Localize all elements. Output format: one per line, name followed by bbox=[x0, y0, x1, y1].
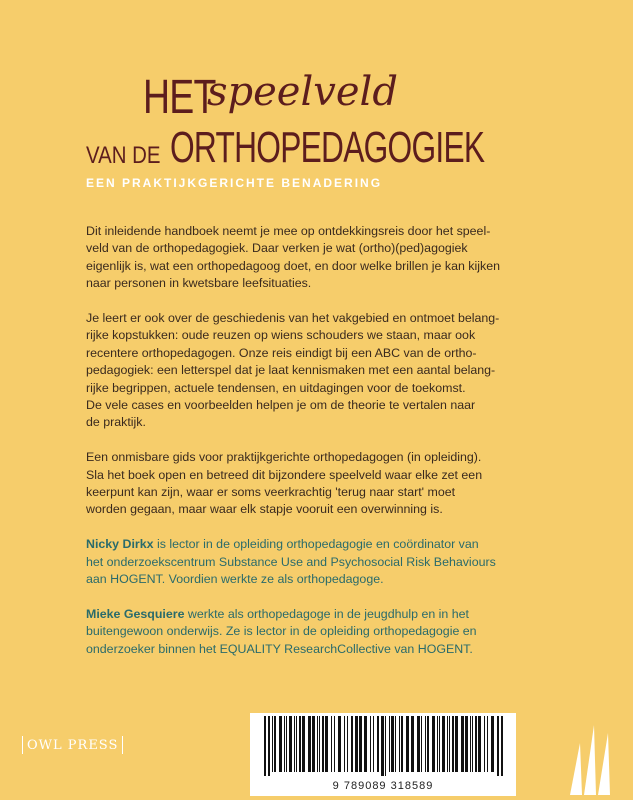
barcode-bar bbox=[417, 716, 420, 772]
barcode-bar bbox=[411, 716, 414, 772]
barcode-bar bbox=[381, 716, 384, 776]
title-het: HET bbox=[143, 71, 216, 124]
barcode-bar bbox=[432, 716, 435, 772]
author-name-2: Mieke Gesquiere bbox=[86, 606, 185, 621]
barcode-bar bbox=[465, 716, 468, 772]
barcode bbox=[250, 713, 516, 796]
publisher-bar-right bbox=[122, 736, 123, 754]
barcode-bar bbox=[312, 716, 315, 772]
barcode-bar bbox=[334, 716, 335, 772]
barcode-bar bbox=[484, 716, 485, 772]
barcode-bar bbox=[478, 716, 481, 772]
barcode-bar bbox=[308, 716, 311, 772]
blurb-paragraph-2: Je leert er ook over de geschiedenis van het vakgebied en ontmoet belang- rijke kopstukken: oude reuzen op wiens schouders we staan, maar ook recentere orthopedagogen. Onze reis eindigt bij een ABC van de ortho- pedagogiek: een letterspel dat je laat kennismaken met een aantal belang- rijke begrippen, actuele tendensen, en uitdagingen voor de toekomst. De vele cases en voorbeelden helpen je om de theorie te vertalen naar de praktijk. bbox=[86, 311, 500, 430]
barcode-bar bbox=[455, 716, 458, 772]
barcode-bar bbox=[284, 716, 285, 772]
barcode-bar bbox=[296, 716, 297, 772]
barcode-bar bbox=[268, 716, 270, 776]
barcode-bar bbox=[406, 716, 409, 772]
author-bio-text-2: werkte als orthopedagoge in de jeugdhulp en in het buitengewoon onderwijs. Ze is lector in de opleiding orthopedagogie en onderzoeker binnen het EQUALITY ResearchCollective van HOGENT. bbox=[86, 606, 477, 656]
barcode-bar bbox=[442, 716, 445, 772]
barcode-bar bbox=[391, 716, 394, 772]
barcode-bar bbox=[344, 716, 345, 772]
barcode-bar bbox=[399, 716, 400, 772]
publisher-name: OWL PRESS bbox=[27, 737, 119, 753]
barcode-bar bbox=[274, 716, 276, 772]
barcode-bar bbox=[351, 716, 353, 772]
barcode-bar bbox=[294, 716, 295, 772]
barcode-bar bbox=[347, 716, 348, 772]
barcode-bar bbox=[299, 716, 301, 772]
title-orthopedagogiek: ORTHOPEDAGOGIEK bbox=[170, 123, 485, 172]
barcode-bar bbox=[302, 716, 305, 772]
barcode-bar bbox=[364, 716, 367, 772]
barcode-bar bbox=[425, 716, 426, 772]
barcode-bar bbox=[377, 716, 379, 772]
barcode-bar bbox=[449, 716, 450, 772]
author-bio-text-1: is lector in de opleiding orthopedagogie en coördinator van het onderzoekscentrum Substance Use and Psychosocial Risk Behaviours aan HOGENT. Voordien werkte ze als orthopedagoge. bbox=[86, 537, 496, 587]
barcode-bar bbox=[452, 716, 454, 772]
barcode-bar bbox=[272, 716, 273, 772]
barcode-bar bbox=[359, 716, 362, 772]
barcode-bar bbox=[322, 716, 324, 772]
barcode-bar bbox=[317, 716, 318, 772]
author-bio-1 bbox=[86, 536, 556, 588]
author-name-1: Nicky Dirkx bbox=[86, 537, 154, 552]
barcode-bar bbox=[470, 716, 471, 772]
barcode-bar bbox=[475, 716, 477, 772]
barcode-bar bbox=[355, 716, 358, 772]
barcode-bar bbox=[497, 716, 499, 776]
barcode-bar bbox=[373, 716, 374, 772]
publisher-logo bbox=[22, 736, 123, 754]
barcode-bar bbox=[501, 716, 503, 776]
subtitle: EEN PRAKTIJKGERICHTE BENADERING bbox=[86, 176, 383, 190]
barcode-bar bbox=[286, 716, 287, 772]
barcode-bar bbox=[437, 716, 438, 772]
barcode-bar bbox=[472, 716, 473, 772]
barcode-bar bbox=[427, 716, 429, 772]
blurb-paragraph-3: Een onmisbare gids voor praktijkgerichte orthopedagogen (in opleiding). Sla het boek open en betreed dit bijzondere speelveld waar elke zet een keerpunt kan zijn, waar er soms veerkrachtig 'terug naar start' moet worden gegaan, maar waar elk stapje vooruit een overwinning is. bbox=[86, 450, 483, 517]
barcode-bar bbox=[395, 716, 396, 772]
author-bio-2 bbox=[86, 606, 556, 658]
barcode-bar bbox=[331, 716, 332, 772]
barcode-bar bbox=[264, 716, 266, 776]
barcode-bar bbox=[389, 716, 390, 772]
barcode-bar bbox=[370, 716, 371, 772]
title-van-de: VAN DE bbox=[86, 142, 161, 169]
barcode-bar bbox=[289, 716, 292, 772]
title-bottom-line bbox=[86, 123, 607, 172]
barcode-bar bbox=[319, 716, 320, 772]
barcode-bar bbox=[461, 716, 464, 772]
barcode-bar bbox=[491, 716, 494, 772]
blurb-paragraph-1: Dit inleidende handboek neemt je mee op ontdekkingsreis door het speel- veld van de orthopedagogiek. Daar verken je wat (ortho)(ped)agogiek eigenlijk is, wat een orthopedagoog doet, en door welke brillen je kan kijken naar personen in kwetsbare leefsituaties. bbox=[86, 224, 500, 291]
barcode-bar bbox=[421, 716, 422, 772]
barcode-bar bbox=[447, 716, 448, 772]
barcode-bar bbox=[401, 716, 403, 772]
isbn-number: 9 789089 318589 bbox=[332, 780, 434, 792]
barcode-bar bbox=[279, 716, 282, 772]
barcode-bar bbox=[338, 716, 341, 772]
barcode-bar bbox=[439, 716, 440, 772]
barcode-bars bbox=[258, 716, 508, 778]
title-speelveld: speelveld bbox=[207, 69, 398, 115]
publisher-corner-logo-icon bbox=[570, 725, 615, 795]
barcode-bar bbox=[487, 716, 488, 772]
blurb-text bbox=[86, 223, 556, 675]
barcode-bar bbox=[385, 716, 386, 776]
barcode-bar bbox=[325, 716, 328, 772]
